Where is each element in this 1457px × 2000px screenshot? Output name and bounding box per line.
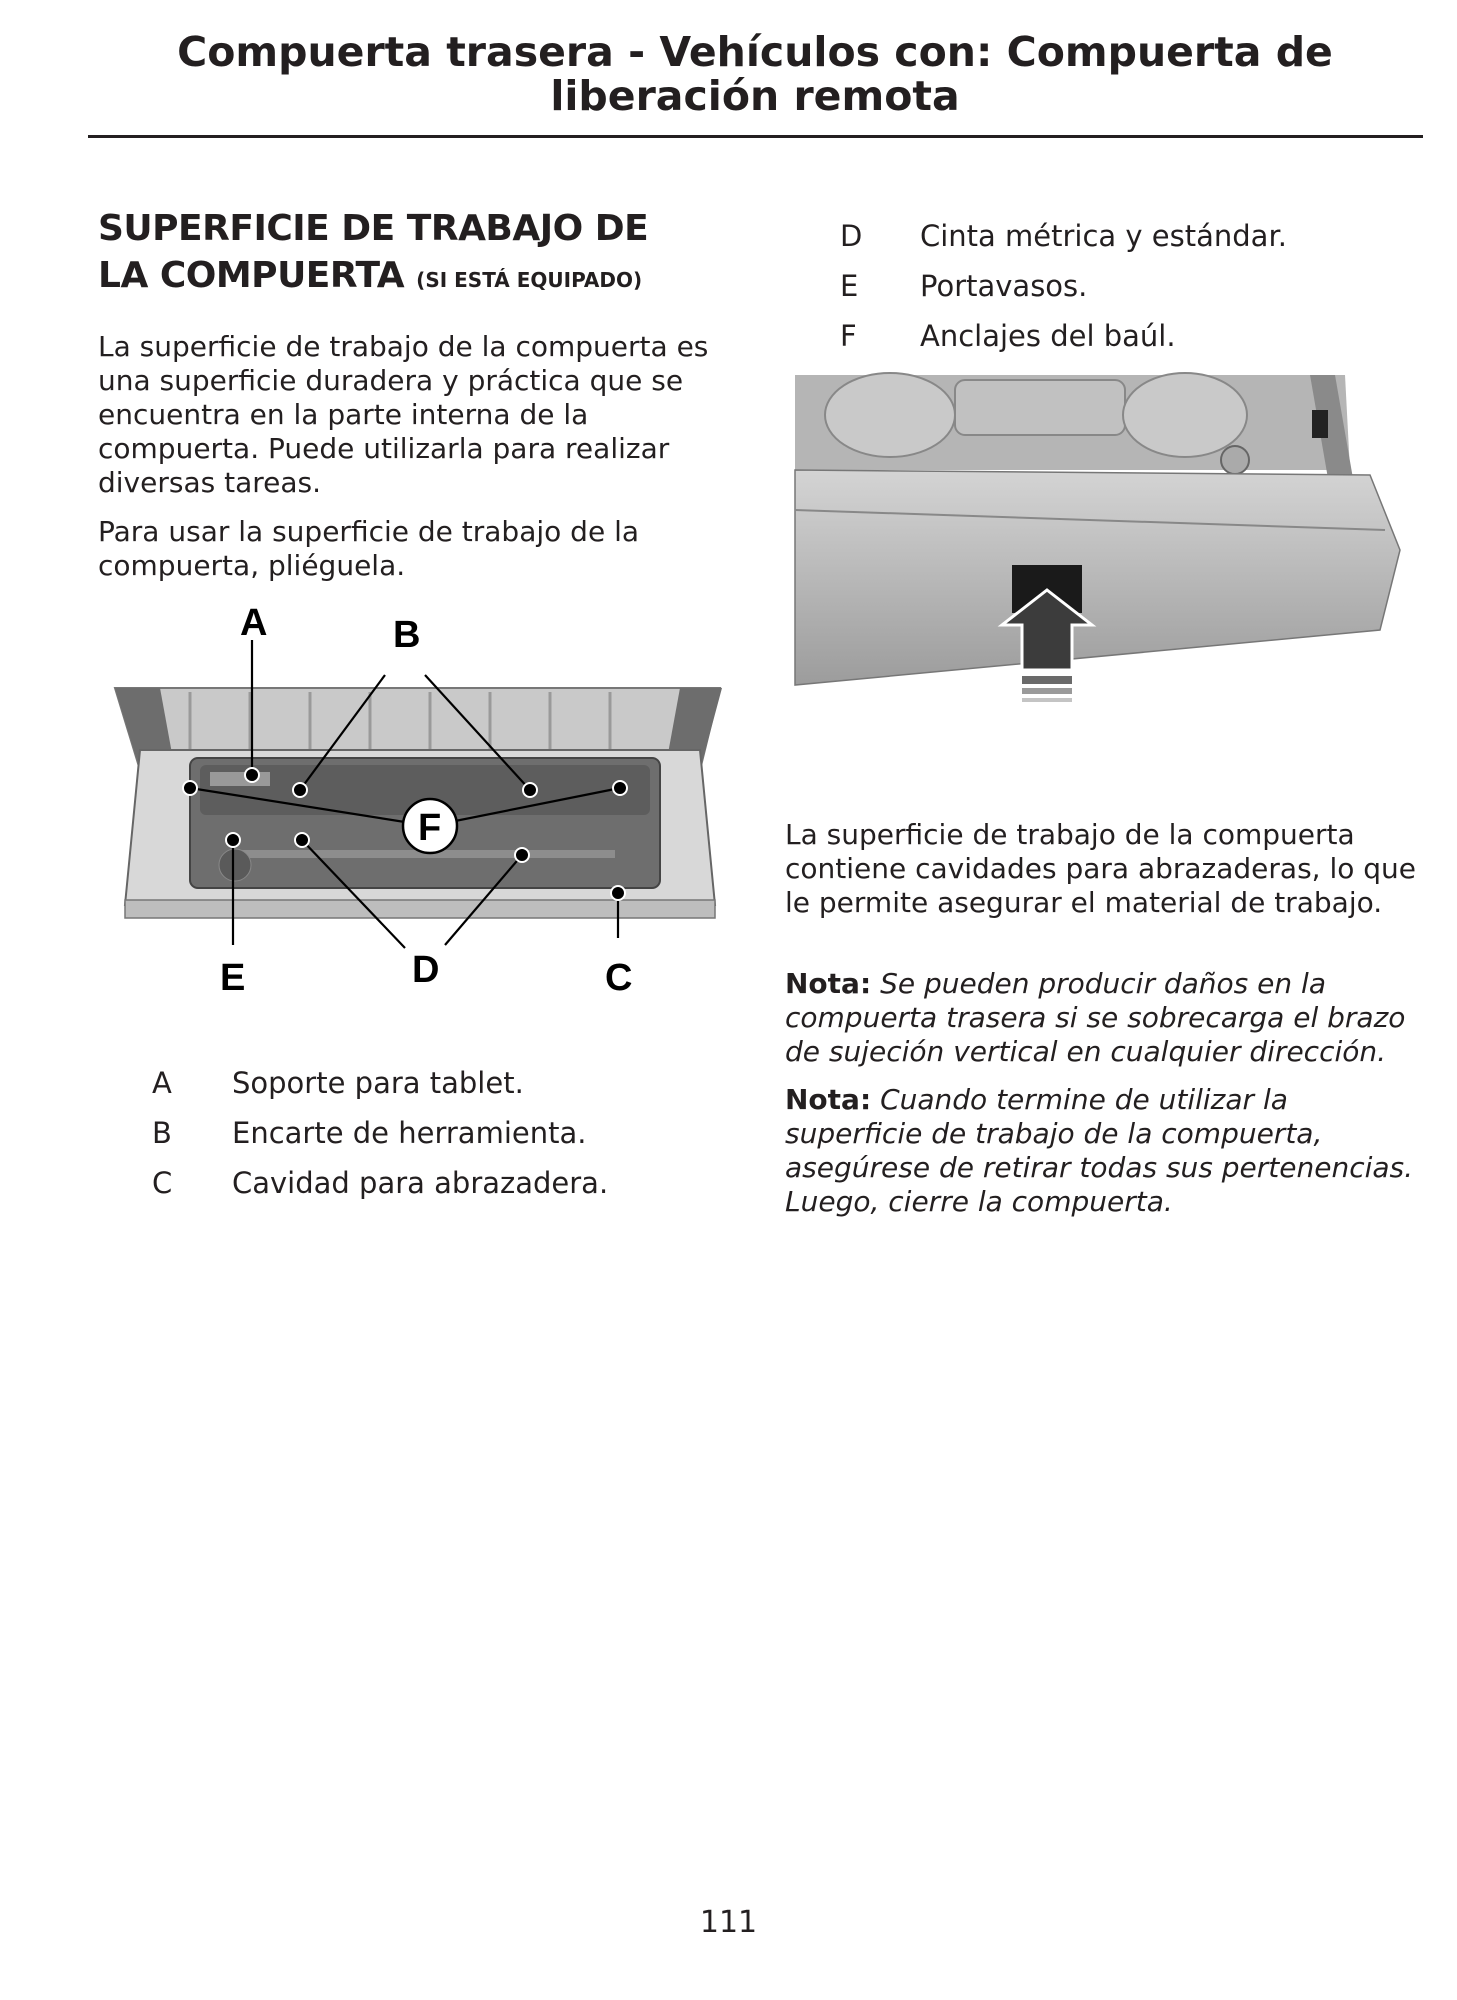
callout-dot-d2 <box>515 848 529 862</box>
header-divider <box>88 135 1423 138</box>
legend-key: D <box>840 219 863 253</box>
legend-text: Portavasos. <box>920 269 1088 303</box>
callout-dot-b2 <box>523 783 537 797</box>
legend-right <box>840 211 1400 361</box>
tailgate-bottom-edge <box>125 900 715 918</box>
clamp-cavity-figure <box>790 370 1410 710</box>
note-close-tailgate <box>785 1083 1420 1219</box>
legend-row <box>840 311 1400 361</box>
callout-dot-b1 <box>293 783 307 797</box>
callout-label-b: B <box>393 614 421 656</box>
instruction-paragraph: Para usar la superficie de trabajo de la compuerta, pliéguela. <box>98 515 640 582</box>
legend-key: F <box>840 319 857 353</box>
callout-label-d: D <box>412 949 440 991</box>
legend-key: E <box>840 269 859 303</box>
section-heading-line1: SUPERFICIE DE TRABAJO DE <box>98 208 649 249</box>
cupholder-left <box>825 373 955 457</box>
legend-row <box>840 261 1400 311</box>
callout-label-a: A <box>240 602 268 644</box>
cupholder-right <box>1123 373 1247 457</box>
callout-label-e: E <box>220 957 246 999</box>
legend-text: Cavidad para abrazadera. <box>232 1166 609 1200</box>
tailgate-front-face <box>795 470 1400 685</box>
tool-tray <box>955 380 1125 435</box>
callout-dot-e <box>226 833 240 847</box>
section-heading <box>98 205 738 304</box>
note-text: Se pueden producir daños en la compuerta trasera si se sobrecarga el brazo de sujeción vertical en cualquier dirección. <box>785 967 1406 1068</box>
legend-key: A <box>152 1066 172 1100</box>
legend-key: C <box>152 1166 173 1200</box>
legend-text: Cinta métrica y estándar. <box>920 219 1287 253</box>
callout-dot-a <box>245 768 259 782</box>
anchor-bolt <box>1221 446 1249 474</box>
note-text: Cuando termine de utilizar la superficie de trabajo de la compuerta, asegúrese de retirar todas sus pertenencias. Luego, cierre la compuerta. <box>785 1083 1414 1218</box>
intro-paragraph: La superficie de trabajo de la compuerta es una superficie duradera y práctica que se encuentra en la parte interna de la compuerta. Puede utilizarla para realizar diversas tareas. <box>98 330 709 499</box>
note-label: Nota: <box>785 1083 872 1116</box>
callout-dot-f1 <box>183 781 197 795</box>
page-header-title <box>90 30 1420 118</box>
legend-row <box>840 211 1400 261</box>
legend-text: Anclajes del baúl. <box>920 319 1176 353</box>
callout-label-f: F <box>418 807 442 849</box>
section-heading-suffix: (SI ESTÁ EQUIPADO) <box>416 268 643 292</box>
callout-label-c: C <box>605 957 633 999</box>
header-title-line1: Compuerta trasera - Vehículos con: Compuerta de <box>177 28 1333 76</box>
page-number: 111 <box>699 1905 758 1940</box>
legend-text: Soporte para tablet. <box>232 1066 524 1100</box>
legend-text: Encarte de herramienta. <box>232 1116 587 1150</box>
cupholder-shape <box>219 849 251 881</box>
legend-row <box>152 1058 712 1108</box>
legend-row <box>152 1158 712 1208</box>
callout-dot-c <box>611 886 625 900</box>
note-overload <box>785 967 1420 1069</box>
legend-key: B <box>152 1116 172 1150</box>
cavities-paragraph: La superficie de trabajo de la compuerta contiene cavidades para abrazaderas, lo que le permite asegurar el material de trabajo. <box>785 818 1417 919</box>
legend-row <box>152 1108 712 1158</box>
tailgate-work-surface-figure <box>100 600 740 1020</box>
tablet-holder <box>210 772 270 786</box>
callout-dot-f2 <box>613 781 627 795</box>
note-label: Nota: <box>785 967 872 1000</box>
legend-left <box>152 1058 712 1208</box>
section-heading-line2: LA COMPUERTA <box>98 255 405 296</box>
latch-slot <box>1312 410 1328 438</box>
callout-dot-d1 <box>295 833 309 847</box>
header-title-line2: liberación remota <box>550 72 960 120</box>
